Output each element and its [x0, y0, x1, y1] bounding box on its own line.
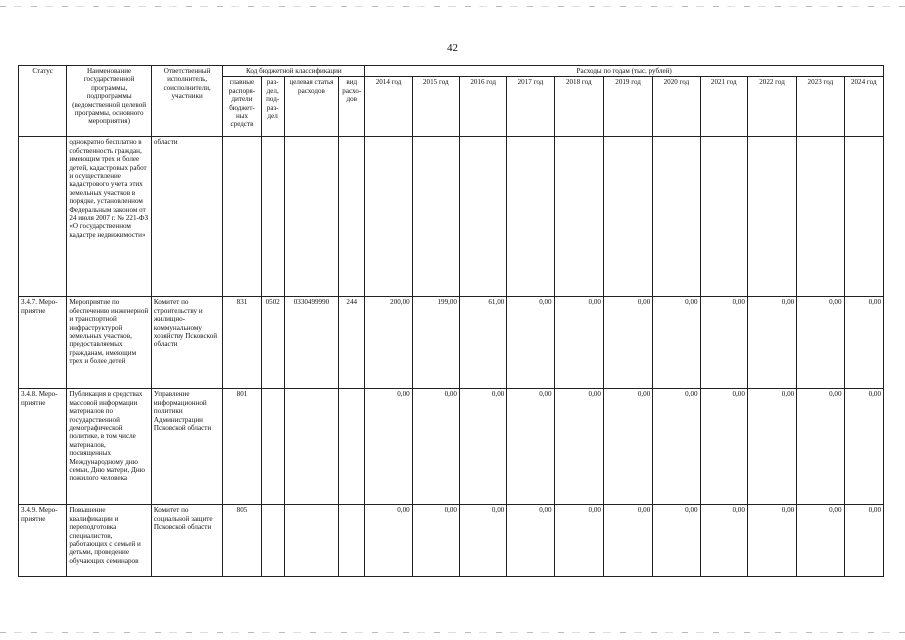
cell-csr — [284, 137, 338, 297]
header-year: 2018 год — [554, 77, 603, 137]
cell-value: 0,00 — [603, 389, 652, 505]
cell-value: 0,00 — [700, 389, 747, 505]
cell-value — [747, 137, 796, 297]
cell-responsible: области — [151, 137, 222, 297]
cell-name: Мероприятие по обеспечению инженерной и транспортной инфраструктурой земельных участков, предоставляемых гражданам, имеющим трех и более детей — [67, 297, 152, 389]
header-year: 2021 год — [700, 77, 747, 137]
cell-value — [844, 137, 883, 297]
header-name: Наименование государственной программы, подпрограммы (ведомственной целевой программы, основного мероприятия) — [67, 66, 152, 137]
cell-value: 199,00 — [412, 297, 459, 389]
cell-value — [412, 137, 459, 297]
header-budget-code-group: Код бюджетной классификации — [223, 66, 365, 77]
table-row — [19, 297, 884, 389]
cell-value: 0,00 — [603, 505, 652, 577]
cell-value: 0,00 — [844, 505, 883, 577]
table-row — [19, 505, 884, 577]
cell-value: 0,00 — [700, 505, 747, 577]
cell-value: 0,00 — [700, 297, 747, 389]
header-responsible: Ответственный исполнитель, соисполнители, участники — [151, 66, 222, 137]
page-number: 42 — [447, 42, 458, 54]
table-row — [19, 389, 884, 505]
header-vr: вид расхо-дов — [339, 77, 365, 137]
table-row — [19, 137, 884, 297]
header-year: 2020 год — [653, 77, 700, 137]
cell-value: 0,00 — [507, 505, 554, 577]
header-year: 2017 год — [507, 77, 554, 137]
header-year: 2019 год — [603, 77, 652, 137]
cell-value: 0,00 — [653, 389, 700, 505]
cell-vr — [339, 505, 365, 577]
cell-responsible: Комитет по строительству и жилищно-коммунальному хозяйству Псковской области — [151, 297, 222, 389]
cell-value: 0,00 — [507, 297, 554, 389]
header-csr: целевая статья расходов — [284, 77, 338, 137]
cell-value: 0,00 — [844, 297, 883, 389]
cell-value: 0,00 — [365, 389, 412, 505]
header-year: 2015 год — [412, 77, 459, 137]
cell-vr — [339, 137, 365, 297]
cell-rzpr: 0502 — [261, 297, 284, 389]
cell-value: 0,00 — [554, 297, 603, 389]
cell-value: 0,00 — [365, 505, 412, 577]
cell-value: 0,00 — [412, 505, 459, 577]
cell-value: 0,00 — [747, 297, 796, 389]
cell-value: 0,00 — [603, 297, 652, 389]
cell-value: 0,00 — [507, 389, 554, 505]
cell-value: 0,00 — [844, 389, 883, 505]
cell-vr — [339, 389, 365, 505]
cell-value: 0,00 — [412, 389, 459, 505]
cell-grbs: 801 — [223, 389, 261, 505]
cell-value — [365, 137, 412, 297]
cell-responsible: Управление информационной политики Администрации Псковской области — [151, 389, 222, 505]
header-rzpr: раз-дел, под-раз-дел — [261, 77, 284, 137]
scan-noise-top — [0, 6, 905, 7]
header-expenses-group: Расходы по годам (тыс. рублей) — [365, 66, 884, 77]
cell-rzpr — [261, 389, 284, 505]
cell-status: 3.4.9. Меро-приятие — [19, 505, 67, 577]
cell-value — [797, 137, 844, 297]
header-year: 2024 год — [844, 77, 883, 137]
cell-name: Публикация в средствах массовой информации материалов по государственной демографической политике, в том числе материалов, посвященных Международному дню семьи, Дню матери, Дню пожилого человека — [67, 389, 152, 505]
cell-value — [603, 137, 652, 297]
cell-value: 61,00 — [459, 297, 506, 389]
cell-value: 0,00 — [797, 297, 844, 389]
cell-grbs — [223, 137, 261, 297]
cell-rzpr — [261, 505, 284, 577]
header-year: 2023 год — [797, 77, 844, 137]
cell-value — [554, 137, 603, 297]
cell-csr — [284, 389, 338, 505]
cell-value: 0,00 — [554, 389, 603, 505]
cell-vr: 244 — [339, 297, 365, 389]
cell-value — [700, 137, 747, 297]
budget-table — [18, 65, 884, 577]
scan-noise-bottom — [0, 632, 905, 633]
cell-status — [19, 137, 67, 297]
header-year: 2022 год — [747, 77, 796, 137]
header-grbs: главные распоря-дители бюджет-ных средств — [223, 77, 261, 137]
cell-value: 0,00 — [459, 505, 506, 577]
cell-csr: 0330499990 — [284, 297, 338, 389]
cell-value: 0,00 — [747, 505, 796, 577]
cell-name: однократно бесплатно в собственность граждан, имеющим трех и более детей, кадастровых работ и осуществление кадастрового учета этих земельных участков в порядке, установленном Федеральным законом от 24 июля 2007 г. № 221-ФЗ «О государственном кадастре недвижимости» — [67, 137, 152, 297]
cell-value: 0,00 — [554, 505, 603, 577]
cell-csr — [284, 505, 338, 577]
cell-status: 3.4.7. Меро-приятие — [19, 297, 67, 389]
header-year: 2014 год — [365, 77, 412, 137]
cell-value: 0,00 — [653, 505, 700, 577]
cell-name: Повышение квалификации и переподготовка специалистов, работающих с семьей и детьми, проведение обучающих семинаров — [67, 505, 152, 577]
header-status: Статус — [19, 66, 67, 137]
cell-responsible: Комитет по социальной защите Псковской области — [151, 505, 222, 577]
cell-grbs: 805 — [223, 505, 261, 577]
cell-value — [653, 137, 700, 297]
cell-value: 0,00 — [747, 389, 796, 505]
cell-value: 0,00 — [797, 389, 844, 505]
cell-value — [507, 137, 554, 297]
cell-grbs: 831 — [223, 297, 261, 389]
cell-value: 0,00 — [797, 505, 844, 577]
cell-value: 0,00 — [459, 389, 506, 505]
cell-status: 3.4.8. Меро-приятие — [19, 389, 67, 505]
header-year: 2016 год — [459, 77, 506, 137]
cell-value: 200,00 — [365, 297, 412, 389]
cell-value: 0,00 — [653, 297, 700, 389]
cell-value — [459, 137, 506, 297]
cell-rzpr — [261, 137, 284, 297]
